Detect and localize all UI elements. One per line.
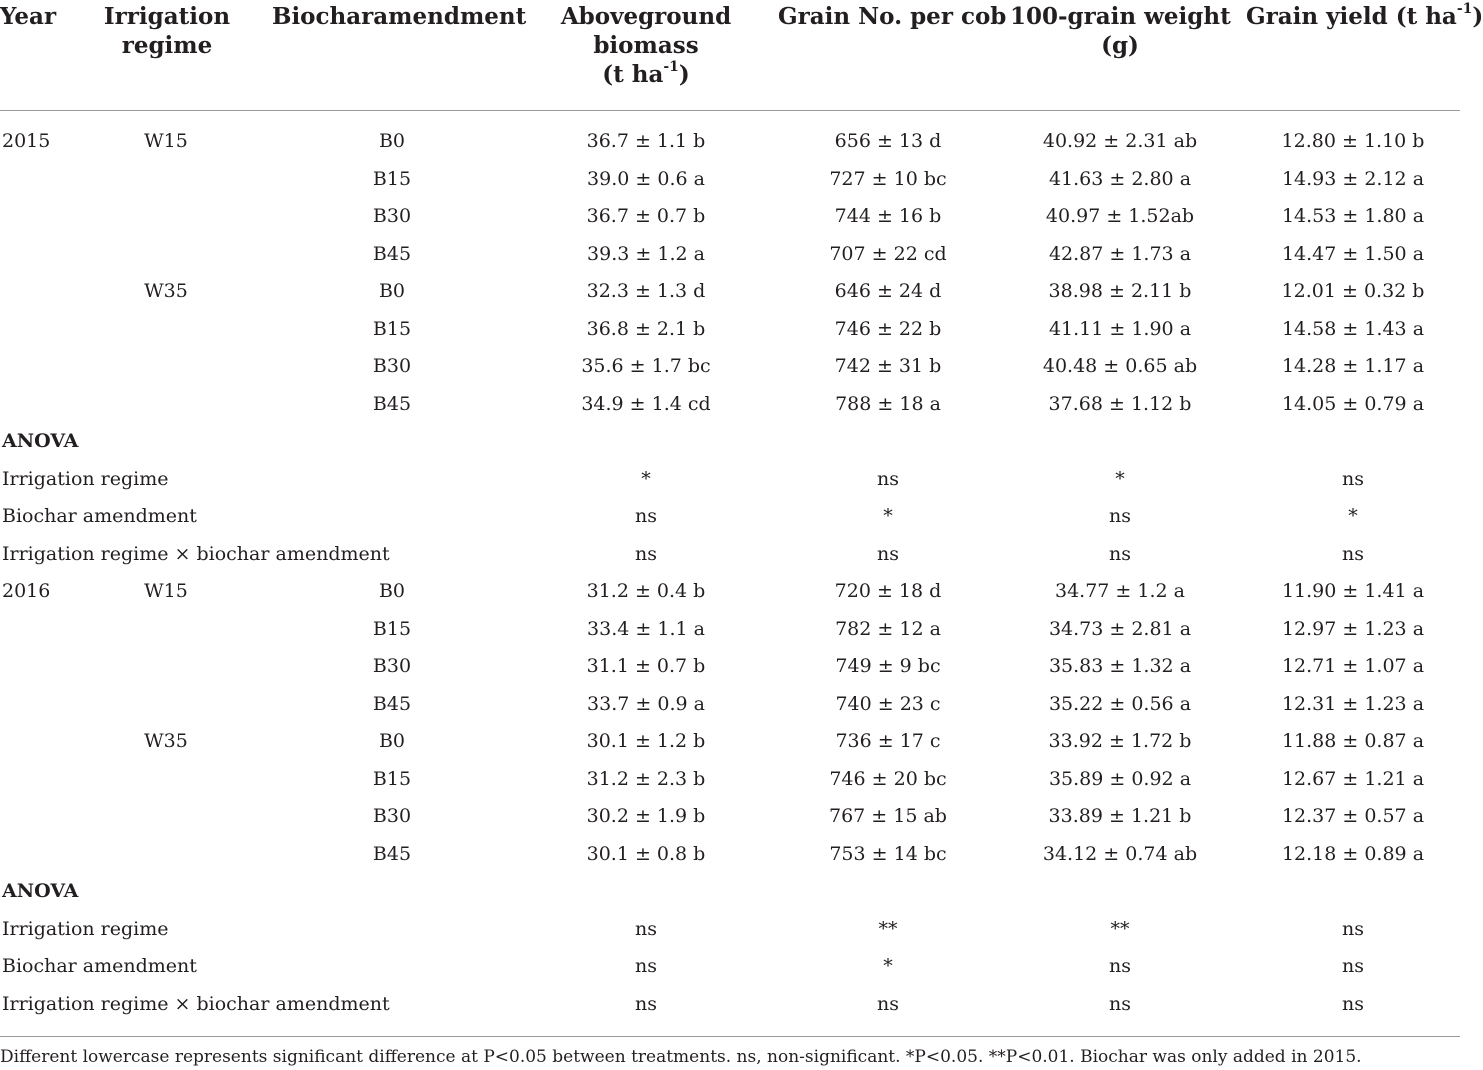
cell-aboveground-biomass: 36.7 ± 0.7 b (586, 205, 706, 227)
cell-aboveground-biomass: 31.1 ± 0.7 b (586, 655, 706, 677)
anova-row (0, 461, 1460, 499)
cell-aboveground-biomass: 39.3 ± 1.2 a (587, 242, 705, 265)
cell-grain-weight: 33.92 ± 1.72 b (1048, 730, 1192, 752)
cell-grain-number: 749 ± 9 bc (835, 655, 941, 677)
cell-grain-yield: ns (1342, 955, 1364, 977)
table-footnote: Different lowercase represents significant difference at P<0.05 between treatments. ns, non-significant. *P<0.05. **P<0.01. Biochar was only added in 2015. (0, 1047, 1362, 1067)
cell-grain-yield: 14.58 ± 1.43 a (1281, 317, 1425, 340)
header-grain-weight (1010, 2, 1230, 60)
header-biochar-amendment: Biocharamendment (272, 3, 527, 30)
anova-row (0, 986, 1460, 1024)
cell-grain-number: 746 ± 22 b (834, 317, 942, 340)
cell-grain-number: 746 ± 20 bc (829, 767, 947, 790)
header-irrigation-regime (96, 2, 238, 60)
cell-grain-weight: 41.11 ± 1.90 a (1048, 317, 1192, 340)
cell-aboveground-biomass: 30.2 ± 1.9 b (586, 805, 706, 827)
cell-grain-yield: 14.93 ± 2.12 a (1281, 167, 1425, 190)
cell-grain-weight: 40.48 ± 0.65 ab (1042, 355, 1198, 377)
cell-aboveground-biomass: ns (635, 955, 657, 977)
table-row (0, 648, 1460, 686)
anova-heading: ANOVA (2, 430, 79, 452)
cell-grain-weight: 42.87 ± 1.73 a (1048, 242, 1192, 265)
cell-biochar-amendment: B15 (372, 617, 412, 640)
cell-grain-yield: ns (1342, 992, 1364, 1015)
cell-biochar-amendment: B45 (372, 392, 412, 415)
cell-grain-weight: ** (1110, 917, 1130, 940)
anova-row (0, 536, 1460, 574)
anova-row (0, 948, 1460, 986)
cell-grain-weight: ns (1109, 505, 1131, 527)
cell-biochar-amendment: B0 (378, 130, 406, 152)
cell-irrigation-regime: W35 (144, 730, 188, 752)
cell-aboveground-biomass: ns (635, 505, 657, 527)
header-gy-post: ) (1472, 3, 1483, 30)
cell-grain-weight: 37.68 ± 1.12 b (1048, 392, 1192, 415)
header-gy-sup: -1 (1456, 1, 1473, 18)
table-row (0, 161, 1460, 199)
header-gy-pre: Grain yield (t ha (1246, 3, 1457, 30)
table-row (0, 198, 1460, 236)
cell-grain-weight: 40.97 ± 1.52ab (1045, 205, 1195, 227)
cell-grain-weight: 38.98 ± 2.11 b (1048, 280, 1192, 302)
cell-grain-number: 788 ± 18 a (835, 392, 941, 415)
anova-factor: Irrigation regime (2, 467, 169, 490)
cell-aboveground-biomass: 39.0 ± 0.6 a (587, 167, 705, 190)
cell-aboveground-biomass: 36.7 ± 1.1 b (586, 130, 706, 152)
header-agb-unit-pre: (t ha (602, 61, 664, 88)
cell-year: 2015 (2, 130, 51, 152)
cell-grain-yield: 12.18 ± 0.89 a (1281, 842, 1425, 865)
cell-grain-number: 767 ± 15 ab (829, 805, 947, 827)
cell-grain-yield: 12.71 ± 1.07 a (1281, 655, 1425, 677)
cell-grain-weight: 34.12 ± 0.74 ab (1042, 842, 1198, 865)
cell-grain-yield: ns (1342, 467, 1364, 490)
cell-biochar-amendment: B45 (372, 692, 412, 715)
cell-grain-yield: ns (1342, 542, 1364, 565)
cell-biochar-amendment: B0 (378, 580, 406, 602)
cell-grain-yield: 12.01 ± 0.32 b (1281, 280, 1425, 302)
table-row (0, 123, 1460, 161)
cell-grain-number: 646 ± 24 d (834, 280, 942, 302)
cell-grain-number: 720 ± 18 d (834, 580, 942, 602)
cell-biochar-amendment: B30 (372, 655, 412, 677)
table-row (0, 798, 1460, 836)
cell-biochar-amendment: B30 (372, 805, 412, 827)
cell-grain-number: * (883, 505, 893, 527)
cell-year: 2016 (2, 580, 51, 602)
cell-aboveground-biomass: ns (635, 992, 657, 1015)
cell-aboveground-biomass: 33.7 ± 0.9 a (587, 692, 705, 715)
cell-grain-yield: 11.90 ± 1.41 a (1281, 580, 1425, 602)
cell-biochar-amendment: B30 (372, 355, 412, 377)
table-row (0, 761, 1460, 799)
cell-grain-yield: 14.53 ± 1.80 a (1281, 205, 1425, 227)
anova-row (0, 911, 1460, 949)
cell-grain-weight: 35.89 ± 0.92 a (1048, 767, 1192, 790)
table-header (0, 0, 1483, 111)
cell-grain-weight: 40.92 ± 2.31 ab (1042, 130, 1198, 152)
cell-grain-yield: ns (1342, 917, 1364, 940)
cell-aboveground-biomass: ns (635, 917, 657, 940)
cell-biochar-amendment: B45 (372, 842, 412, 865)
cell-grain-yield: 12.80 ± 1.10 b (1281, 130, 1425, 152)
table-row (0, 311, 1460, 349)
cell-grain-weight: 34.77 ± 1.2 a (1055, 580, 1185, 602)
cell-grain-number: ns (877, 992, 899, 1015)
cell-grain-yield: 12.67 ± 1.21 a (1281, 767, 1425, 790)
table-row (0, 273, 1460, 311)
header-gw-line2: (g) (1101, 32, 1139, 59)
cell-aboveground-biomass: 33.4 ± 1.1 a (587, 617, 705, 640)
table-row (0, 723, 1460, 761)
table-row (0, 386, 1460, 424)
cell-grain-weight: ns (1109, 955, 1131, 977)
header-gw-line1: 100-grain weight (1010, 3, 1231, 30)
table-row (0, 836, 1460, 874)
cell-grain-number: 727 ± 10 bc (829, 167, 947, 190)
cell-irrigation-regime: W15 (144, 580, 188, 602)
cell-aboveground-biomass: 35.6 ± 1.7 bc (581, 355, 711, 377)
cell-biochar-amendment: B45 (372, 242, 412, 265)
cell-grain-number: 656 ± 13 d (834, 130, 942, 152)
cell-grain-weight: 35.22 ± 0.56 a (1048, 692, 1192, 715)
cell-aboveground-biomass: ns (635, 542, 657, 565)
cell-grain-yield: 11.88 ± 0.87 a (1281, 730, 1425, 752)
cell-aboveground-biomass: 32.3 ± 1.3 d (586, 280, 706, 302)
cell-aboveground-biomass: 30.1 ± 1.2 b (586, 730, 706, 752)
cell-aboveground-biomass: 34.9 ± 1.4 cd (581, 392, 711, 415)
cell-irrigation-regime: W35 (144, 280, 188, 302)
cell-grain-weight: 35.83 ± 1.32 a (1048, 655, 1192, 677)
table-row (0, 348, 1460, 386)
cell-grain-yield: 14.47 ± 1.50 a (1281, 242, 1425, 265)
header-grain-yield (1246, 1, 1483, 31)
anova-factor: Irrigation regime (2, 917, 169, 940)
header-agb-unit-post: ) (678, 61, 690, 88)
cell-grain-number: 736 ± 17 c (835, 730, 941, 752)
cell-grain-yield: 14.28 ± 1.17 a (1281, 355, 1425, 377)
cell-aboveground-biomass: * (641, 467, 651, 490)
cell-grain-number: 742 ± 31 b (834, 355, 942, 377)
cell-grain-number: ** (878, 917, 898, 940)
table-row (0, 573, 1460, 611)
anova-factor: Irrigation regime × biochar amendment (2, 542, 390, 565)
cell-grain-weight: * (1115, 467, 1125, 490)
cell-grain-weight: 34.73 ± 2.81 a (1048, 617, 1192, 640)
cell-grain-weight: ns (1109, 992, 1131, 1015)
cell-grain-number: * (883, 955, 893, 977)
cell-biochar-amendment: B15 (372, 167, 412, 190)
header-agb-unit-sup: -1 (663, 59, 679, 76)
header-aboveground-biomass (546, 2, 746, 89)
cell-aboveground-biomass: 31.2 ± 0.4 b (586, 580, 706, 602)
cell-grain-yield: 12.37 ± 0.57 a (1281, 805, 1425, 827)
cell-grain-yield: * (1348, 505, 1358, 527)
cell-grain-yield: 12.31 ± 1.23 a (1281, 692, 1425, 715)
header-irrigation-line2: regime (121, 32, 213, 59)
cell-grain-weight: ns (1109, 542, 1131, 565)
cell-grain-yield: 14.05 ± 0.79 a (1281, 392, 1425, 415)
anova-factor: Biochar amendment (2, 955, 197, 977)
cell-aboveground-biomass: 31.2 ± 2.3 b (586, 767, 706, 790)
table-row (0, 236, 1460, 274)
header-irrigation-line1: Irrigation (103, 3, 231, 30)
cell-biochar-amendment: B30 (372, 205, 412, 227)
cell-grain-number: 782 ± 12 a (835, 617, 941, 640)
header-agb-line2: biomass (593, 32, 699, 59)
anova-factor: Irrigation regime × biochar amendment (2, 992, 390, 1015)
cell-grain-number: 740 ± 23 c (835, 692, 941, 715)
anova-heading-row (0, 873, 1460, 911)
cell-biochar-amendment: B0 (378, 280, 406, 302)
cell-aboveground-biomass: 30.1 ± 0.8 b (586, 842, 706, 865)
cell-irrigation-regime: W15 (144, 130, 188, 152)
anova-factor: Biochar amendment (2, 505, 197, 527)
anova-row (0, 498, 1460, 536)
header-agb-unit (546, 60, 746, 89)
anova-heading: ANOVA (2, 880, 79, 902)
cell-grain-number: ns (877, 467, 899, 490)
cell-grain-yield: 12.97 ± 1.23 a (1281, 617, 1425, 640)
cell-aboveground-biomass: 36.8 ± 2.1 b (586, 317, 706, 340)
cell-biochar-amendment: B15 (372, 767, 412, 790)
cell-grain-number: 707 ± 22 cd (829, 242, 947, 265)
header-year: Year (0, 3, 57, 30)
cell-biochar-amendment: B15 (372, 317, 412, 340)
table-row (0, 686, 1460, 724)
header-grain-number: Grain No. per cob (778, 3, 1007, 30)
cell-grain-weight: 41.63 ± 2.80 a (1048, 167, 1192, 190)
anova-heading-row (0, 423, 1460, 461)
table-row (0, 611, 1460, 649)
header-agb-line1: Aboveground (560, 3, 732, 30)
cell-biochar-amendment: B0 (378, 730, 406, 752)
cell-grain-number: 744 ± 16 b (834, 205, 942, 227)
cell-grain-weight: 33.89 ± 1.21 b (1048, 805, 1192, 827)
footer-rule (0, 1036, 1460, 1037)
cell-grain-number: 753 ± 14 bc (829, 842, 947, 865)
cell-grain-number: ns (877, 542, 899, 565)
